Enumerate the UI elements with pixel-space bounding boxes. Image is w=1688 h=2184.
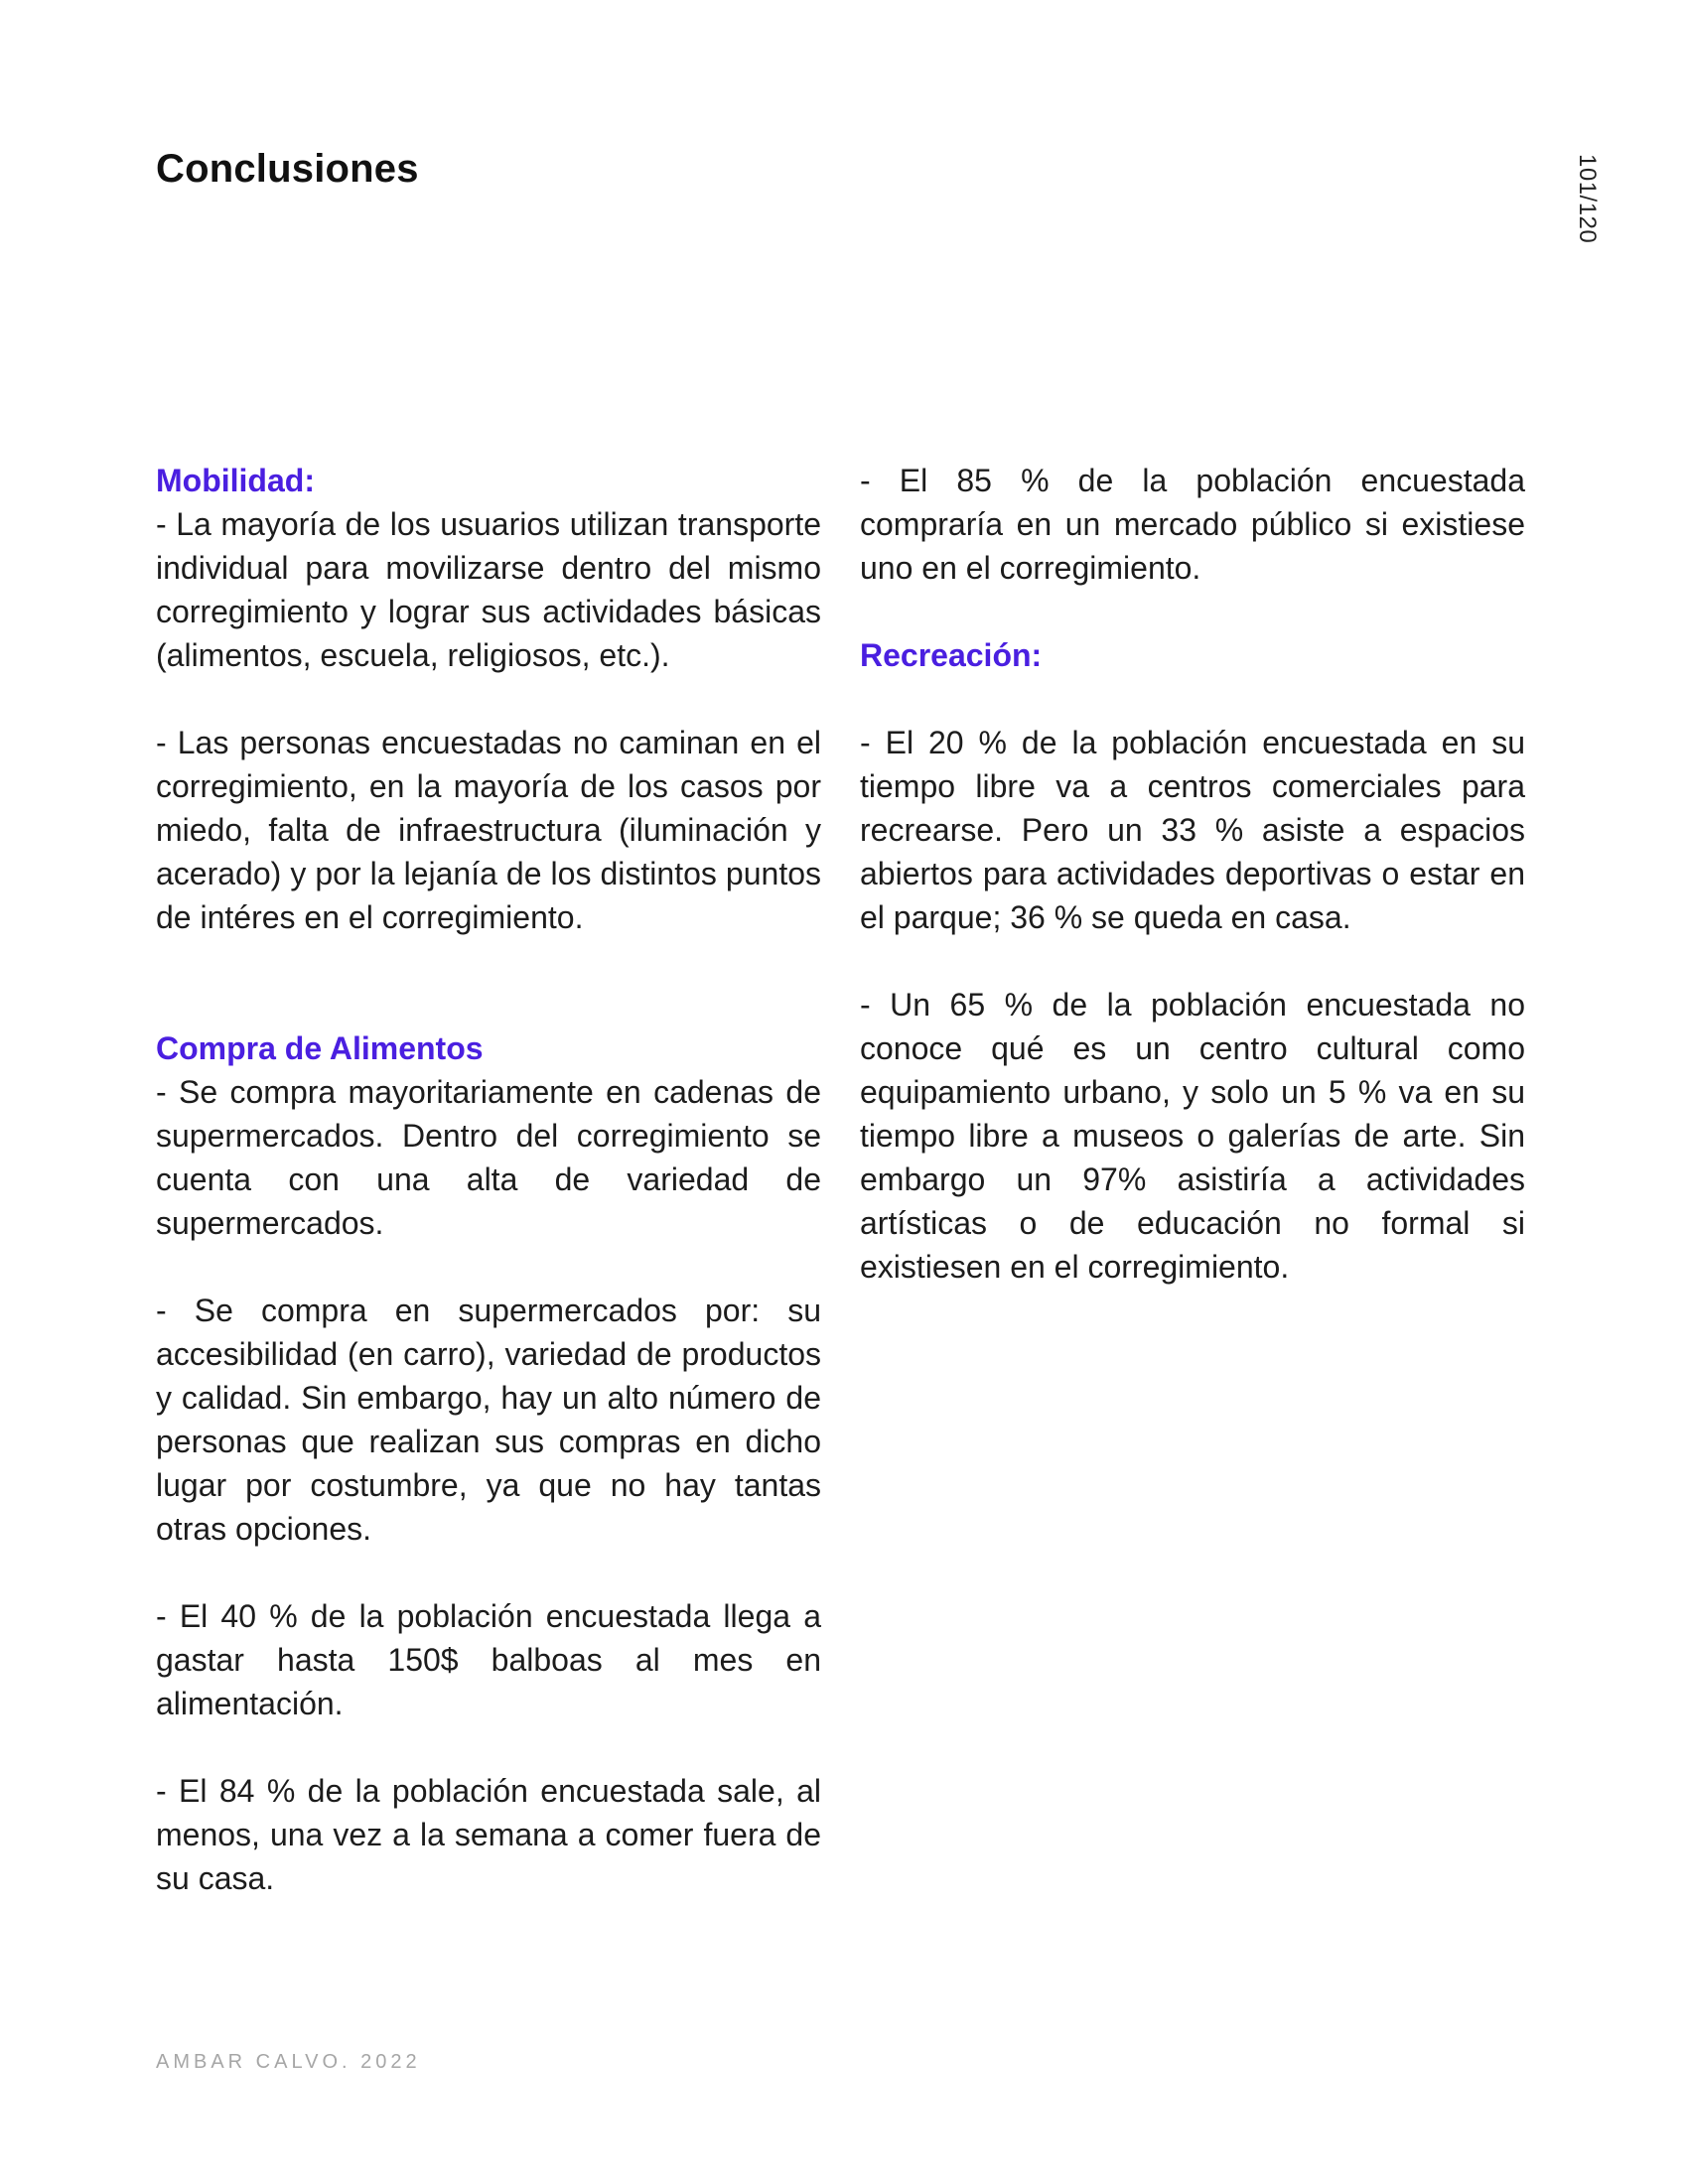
right-column bbox=[860, 459, 1525, 1289]
recreation-paragraph-1: - El 20 % de la población encuestada en su tiempo libre va a centros comerciales para recrearse. Pero un 33 % asiste a espacios abiertos para actividades deportivas o estar en el parque; 36 % se queda en casa. bbox=[860, 725, 1525, 935]
page-title: Conclusiones bbox=[156, 147, 419, 191]
food-purchase-heading: Compra de Alimentos bbox=[156, 1030, 484, 1066]
recreation-paragraph-2: - Un 65 % de la población encuestada no conoce qué es un centro cultural como equipamiento urbano, y solo un 5 % va en su tiempo libre a museos o galerías de arte. Sin embargo un 97% asistiría a actividades artísticas o de educación no formal si existiesen en el corregimiento. bbox=[860, 987, 1525, 1285]
food-paragraph-1: - Se compra mayoritariamente en cadenas de supermercados. Dentro del corregimiento se cuenta con una alta de variedad de supermercados. bbox=[156, 1074, 821, 1241]
mobility-paragraph-1: - La mayoría de los usuarios utilizan transporte individual para movilizarse dentro del mismo corregimiento y lograr sus actividades básicas (alimentos, escuela, religiosos, etc.). bbox=[156, 506, 821, 673]
mobility-heading: Mobilidad: bbox=[156, 463, 315, 498]
food-paragraph-2: - Se compra en supermercados por: su accesibilidad (en carro), variedad de productos y calidad. Sin embargo, hay un alto número de personas que realizan sus compras en dicho lugar por costumbre, ya que no hay tantas otras opciones. bbox=[156, 1293, 821, 1547]
recreation-heading: Recreación: bbox=[860, 637, 1043, 673]
food-paragraph-4: - El 84 % de la población encuestada sale, al menos, una vez a la semana a comer fuera de su casa. bbox=[156, 1773, 821, 1896]
mobility-paragraph-2: - Las personas encuestadas no caminan en el corregimiento, en la mayoría de los casos por miedo, falta de infraestructura (iluminación y acerado) y por la lejanía de los distintos puntos de intéres en el corregimiento. bbox=[156, 725, 821, 935]
food-paragraph-3: - El 40 % de la población encuestada llega a gastar hasta 150$ balboas al mes en alimentación. bbox=[156, 1598, 821, 1721]
left-column bbox=[156, 459, 821, 1900]
market-paragraph: - El 85 % de la población encuestada compraría en un mercado público si existiese uno en el corregimiento. bbox=[860, 463, 1525, 586]
footer-author: AMBAR CALVO. 2022 bbox=[156, 2051, 421, 2073]
page-number: 101/120 bbox=[1574, 154, 1601, 244]
